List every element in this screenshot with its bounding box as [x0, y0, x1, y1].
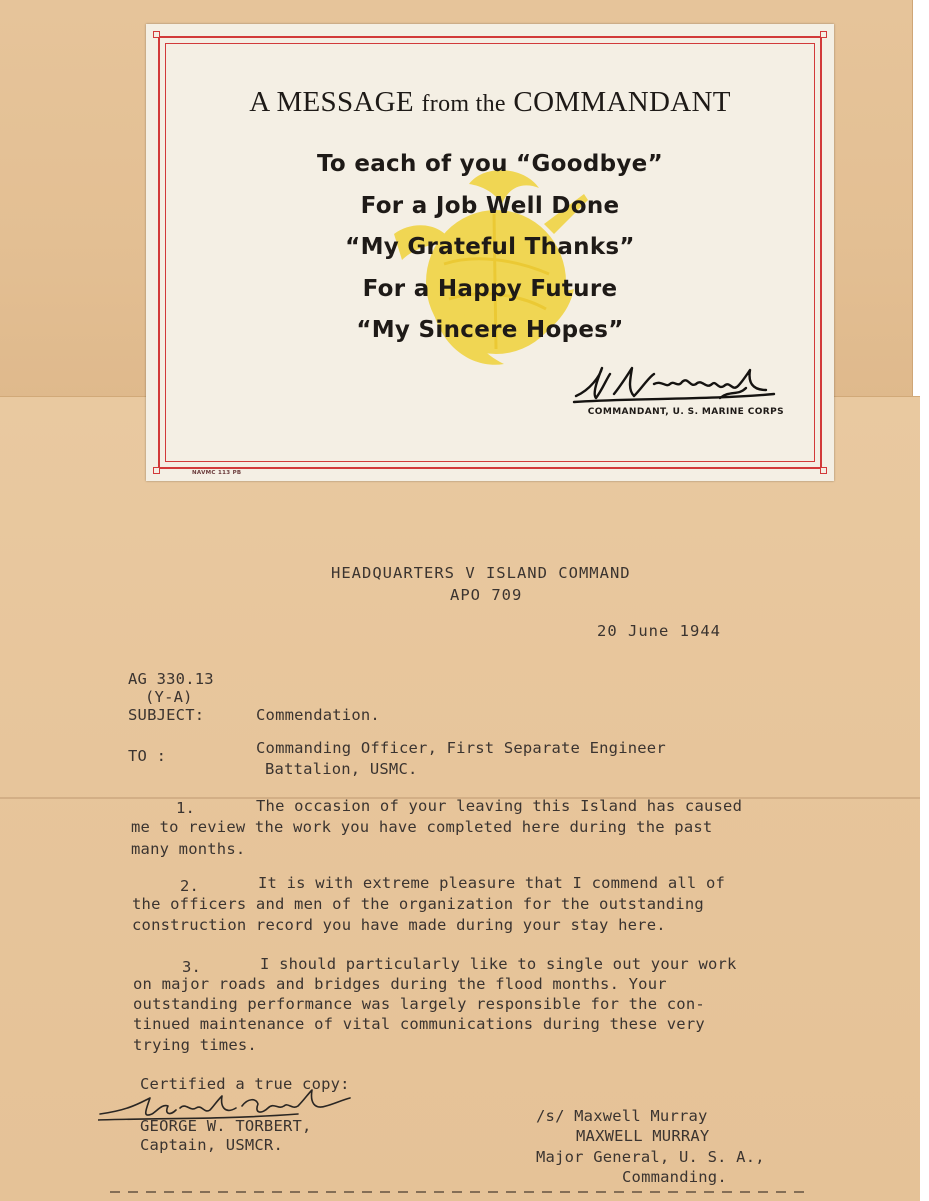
card-title-commandant: COMMANDANT	[513, 86, 731, 118]
card-message-line: “My Sincere Hopes”	[356, 317, 624, 343]
paragraph-line: me to review the work you have completed here during the past	[131, 818, 713, 836]
card-form-number: NAVMC 113 PB	[192, 470, 242, 476]
paragraph-line: The occasion of your leaving this Island has caused	[256, 797, 743, 815]
certifier-rank: Captain, USMCR.	[140, 1136, 283, 1154]
file-reference-sub: (Y-A)	[145, 688, 193, 706]
card-message-line: For a Happy Future	[362, 276, 618, 302]
paragraph-line: construction record you have made during your stay here.	[132, 916, 666, 934]
letter-heading: HEADQUARTERS V ISLAND COMMAND	[331, 564, 631, 582]
paragraph-number: 3.	[182, 958, 202, 976]
card-title-from: from the	[421, 91, 506, 117]
subject-text: Commendation.	[256, 706, 380, 724]
to-line: Battalion, USMC.	[265, 760, 418, 778]
card-title	[146, 86, 834, 119]
paragraph-line: trying times.	[133, 1036, 257, 1054]
card-corner-mark	[820, 31, 827, 38]
paragraph-number: 1.	[176, 799, 196, 817]
card-signer-title: COMMANDANT, U. S. MARINE CORPS	[587, 407, 784, 417]
to-label: TO :	[128, 747, 167, 765]
signer-rank: Major General, U. S. A.,	[536, 1148, 765, 1166]
card-message-line: To each of you “Goodbye”	[316, 151, 663, 177]
letter-apo: APO 709	[450, 586, 523, 604]
paragraph-line: many months.	[131, 840, 246, 858]
signed-line: /s/ Maxwell Murray	[536, 1107, 708, 1125]
card-title-message: A MESSAGE	[249, 86, 414, 118]
card-corner-mark	[153, 467, 160, 474]
paragraph-line: outstanding performance was largely responsible for the con-	[133, 995, 705, 1013]
subject-label: SUBJECT:	[128, 706, 205, 724]
paper-bottom-dashes	[110, 1191, 810, 1193]
certifier-name: GEORGE W. TORBERT,	[140, 1117, 312, 1135]
signer-name: MAXWELL MURRAY	[576, 1127, 710, 1145]
file-reference: AG 330.13	[128, 670, 214, 688]
commandant-message-card	[146, 24, 834, 481]
paragraph-line: tinued maintenance of vital communications during these very	[133, 1015, 705, 1033]
paragraph-line: I should particularly like to single out your work	[260, 955, 737, 973]
paragraph-line: on major roads and bridges during the flood months. Your	[133, 975, 667, 993]
card-corner-mark	[153, 31, 160, 38]
card-message-line: “My Grateful Thanks”	[345, 234, 635, 260]
certified-copy-label: Certified a true copy:	[140, 1075, 350, 1093]
card-corner-mark	[820, 467, 827, 474]
to-line: Commanding Officer, First Separate Engineer	[256, 739, 666, 757]
letter-date: 20 June 1944	[597, 622, 721, 640]
paragraph-line: It is with extreme pleasure that I commend all of	[258, 874, 726, 892]
card-message-line: For a Job Well Done	[360, 193, 620, 219]
commandant-signature	[570, 360, 780, 406]
paragraph-number: 2.	[180, 877, 200, 895]
signer-role: Commanding.	[622, 1168, 727, 1186]
paragraph-line: the officers and men of the organization for the outstanding	[132, 895, 704, 913]
